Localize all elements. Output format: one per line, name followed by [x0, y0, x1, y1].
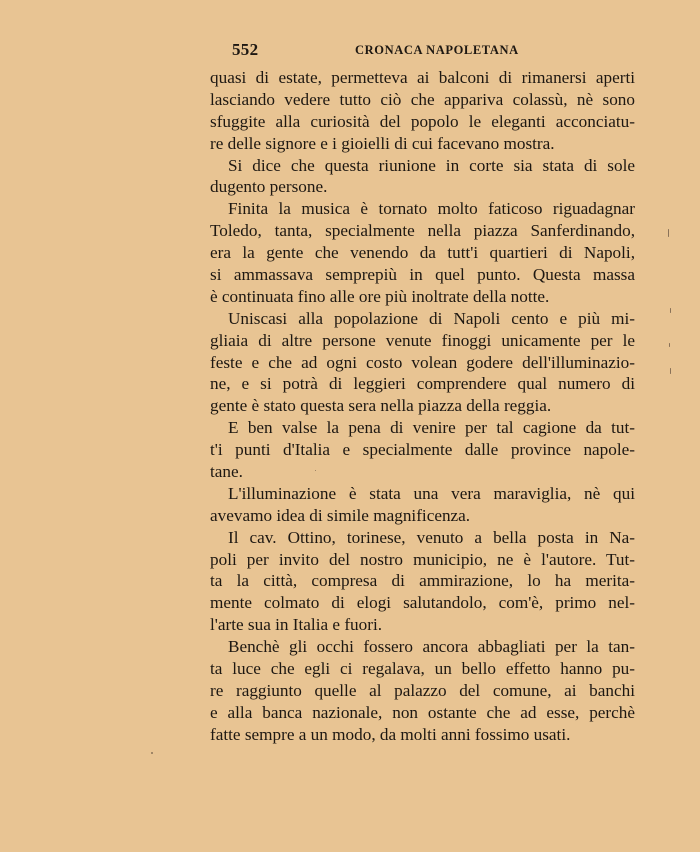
body-text	[210, 67, 635, 746]
text-line: tane.	[210, 462, 243, 482]
text-line: è continuata fino alle ore più inoltrate della notte.	[210, 286, 550, 306]
paper-speck	[670, 368, 671, 374]
paper-speck	[668, 229, 669, 237]
text-line: t'i punti d'Italia e specialmente dalle province napole-	[210, 440, 635, 460]
text-line: ne, e si potrà di leggieri comprendere qual numero di	[210, 374, 635, 394]
running-head	[210, 40, 635, 64]
paragraph	[210, 636, 635, 745]
running-title: CRONACA NAPOLETANA	[355, 43, 519, 57]
text-line: Si dice che questa riunione in corte sia stata di sole	[228, 155, 635, 175]
text-line: ta la città, compresa di ammirazione, lo ha merita-	[210, 571, 635, 591]
text-line: sfuggite alla curiosità del popolo le eleganti acconciatu-	[210, 111, 635, 131]
paper-speck	[670, 308, 671, 313]
text-line: si ammassava semprepiù in quel punto. Questa massa	[210, 265, 635, 285]
paper-speck	[315, 470, 316, 471]
paragraph	[210, 527, 635, 636]
paragraph	[210, 155, 635, 199]
text-line: Il cav. Ottino, torinese, venuto a bella posta in Na-	[228, 527, 635, 547]
text-line: Toledo, tanta, specialmente nella piazza Sanferdinando,	[210, 221, 635, 241]
text-line: lasciando vedere tutto ciò che appariva colassù, nè sono	[210, 89, 635, 109]
text-line: poli per invito del nostro municipio, ne è l'autore. Tut-	[210, 549, 635, 569]
text-line: dugento persone.	[210, 177, 328, 197]
paragraph	[210, 198, 635, 307]
paper-speck	[669, 343, 670, 347]
text-line: fatte sempre a un modo, da molti anni fossimo usati.	[210, 724, 571, 744]
text-line: Finita la musica è tornato molto faticoso riguadagnar	[228, 199, 635, 219]
text-line: re raggiunto quelle al palazzo del comune, ai banchi	[210, 680, 635, 700]
text-line: ta luce che egli ci regalava, un bello effetto hanno pu-	[210, 659, 635, 679]
text-line: E ben valse la pena di venire per tal cagione da tut-	[228, 418, 635, 438]
text-line: Benchè gli occhi fossero ancora abbagliati per la tan-	[228, 637, 635, 657]
text-line: e alla banca nazionale, non ostante che ad esse, perchè	[210, 702, 635, 722]
text-line: gliaia di altre persone venute finoggi unicamente per le	[210, 330, 635, 350]
paragraph	[210, 308, 635, 417]
text-line: l'arte sua in Italia e fuori.	[210, 615, 383, 635]
text-line: re delle signore e i gioielli di cui facevano mostra.	[210, 133, 555, 153]
text-line: L'illuminazione è stata una vera maraviglia, nè qui	[228, 483, 635, 503]
paragraph	[210, 483, 635, 527]
text-line: quasi di estate, permetteva ai balconi di rimanersi aperti	[210, 68, 635, 87]
text-line: era la gente che venendo da tutt'i quartieri di Napoli,	[210, 243, 635, 263]
text-line: Uniscasi alla popolazione di Napoli cento e più mi-	[228, 308, 635, 328]
paragraph	[210, 67, 635, 155]
text-line: avevamo idea di simile magnificenza.	[210, 505, 471, 525]
paper-speck	[151, 752, 153, 754]
text-line: mente colmato di elogi salutandolo, com'è, primo nel-	[210, 593, 635, 613]
text-line: gente è stato questa sera nella piazza della reggia.	[210, 396, 552, 416]
page-number: 552	[232, 40, 259, 59]
text-line: feste e che ad ogni costo volean godere dell'illuminazio-	[210, 352, 635, 372]
paragraph	[210, 417, 635, 483]
